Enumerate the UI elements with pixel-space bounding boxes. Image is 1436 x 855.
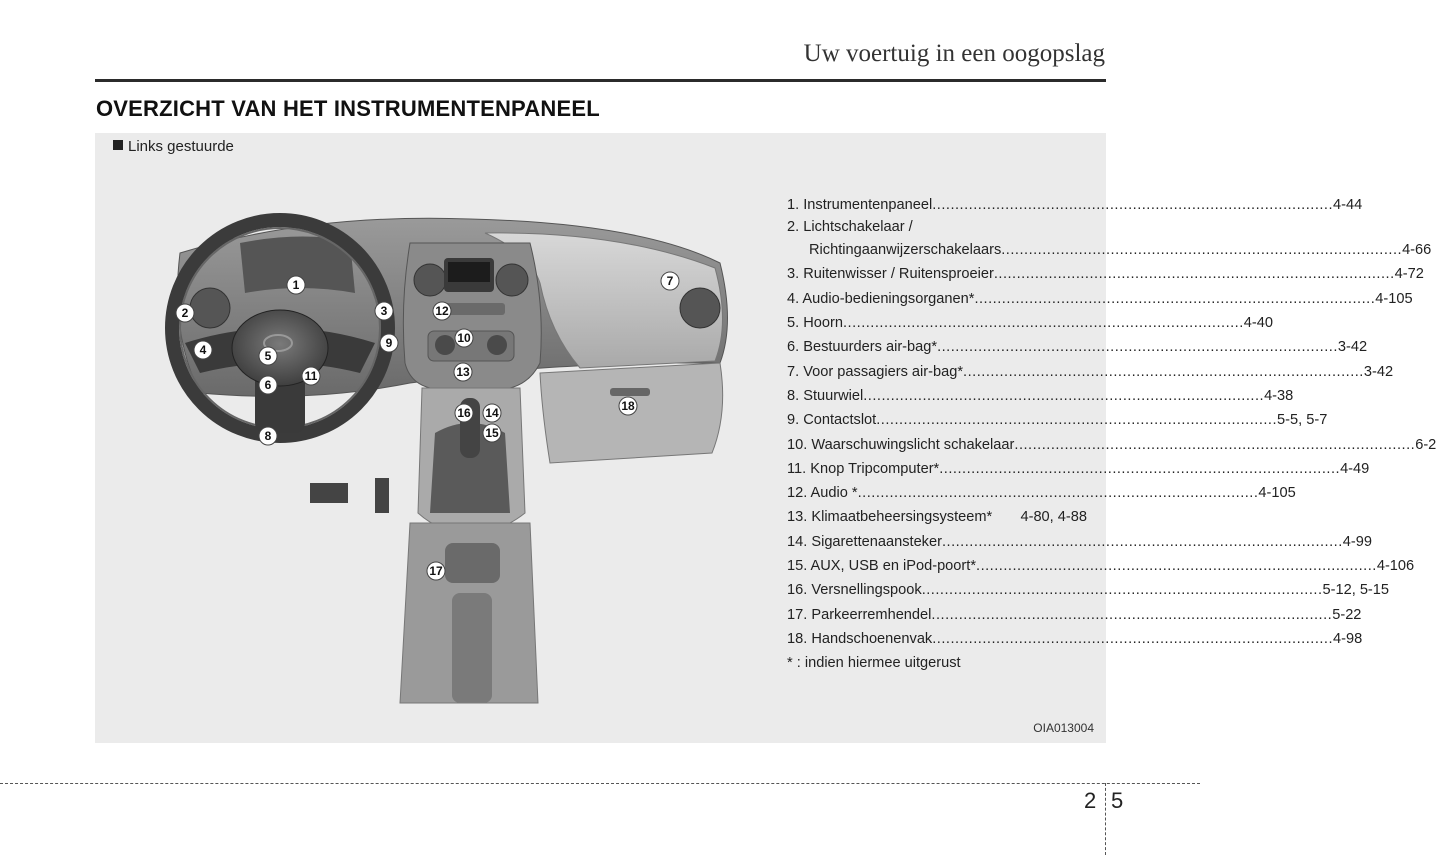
- legend-item: 13. Klimaatbeheersingsysteem* 4-80, 4-88: [787, 509, 1087, 526]
- legend-note: * : indien hiermee uitgerust: [787, 655, 961, 672]
- svg-text:4: 4: [199, 343, 207, 357]
- callout-marker: [302, 367, 320, 385]
- footer-divider: [1105, 783, 1106, 855]
- legend-item: 12. Audio * ........................................................................................ 4-105: [787, 485, 1296, 502]
- legend-list: [787, 193, 1436, 675]
- legend-item: 11. Knop Tripcomputer* ........................................................................................ 4-49: [787, 460, 1370, 477]
- legend-item: 18. Handschoenenvak ........................................................................................ 4-98: [787, 630, 1363, 647]
- legend-item: 10. Waarschuwingslicht schakelaar ........................................................................................ 6-2: [787, 436, 1436, 453]
- callout-marker: [483, 424, 501, 442]
- legend-item: 4. Audio-bedieningsorganen* ........................................................................................ 4-105: [787, 290, 1413, 307]
- svg-text:15: 15: [485, 426, 499, 440]
- legend-item: 15. AUX, USB en iPod-poort* ........................................................................................ 4-106: [787, 558, 1415, 574]
- callout-marker: [455, 404, 473, 422]
- figure-code: OIA013004: [1033, 721, 1094, 735]
- svg-text:18: 18: [621, 399, 635, 413]
- svg-text:17: 17: [429, 564, 443, 578]
- header-rule: [95, 79, 1106, 82]
- svg-text:16: 16: [457, 406, 471, 420]
- callout-marker: [427, 562, 445, 580]
- svg-text:3: 3: [380, 304, 388, 318]
- callout-marker: [287, 276, 305, 294]
- callout-marker: [176, 304, 194, 322]
- callout-marker: [433, 302, 451, 320]
- svg-text:8: 8: [264, 429, 272, 443]
- legend-item: 7. Voor passagiers air-bag* ........................................................................................ 3-42: [787, 363, 1394, 380]
- dashboard-illustration: [160, 213, 770, 703]
- legend-item: 16. Versnellingspook ........................................................................................ 5-12, 5-15: [787, 582, 1390, 599]
- legend-item: 5. Hoorn ........................................................................................ 4-40: [787, 315, 1274, 332]
- svg-text:7: 7: [666, 274, 674, 288]
- svg-text:13: 13: [456, 365, 470, 379]
- svg-text:10: 10: [457, 331, 471, 345]
- page-number: 5: [1111, 788, 1124, 813]
- figure-box: [95, 133, 1436, 743]
- svg-text:6: 6: [264, 378, 272, 392]
- legend-item: 8. Stuurwiel ........................................................................................ 4-38: [787, 387, 1294, 404]
- legend-item: 2. Lichtschakelaar / Richtingaanwijzerschakelaars ........................................................................................ 4-66: [787, 219, 1432, 259]
- section-title: OVERZICHT VAN HET INSTRUMENTENPANEEL: [96, 96, 600, 121]
- legend-item: 1. Instrumentenpaneel ........................................................................................ 4-44: [787, 197, 1363, 214]
- callout-marker: [375, 302, 393, 320]
- callout-marker: [259, 347, 277, 365]
- callout-marker: [619, 397, 637, 415]
- legend-item: 14. Sigarettenaansteker ........................................................................................ 4-99: [787, 533, 1372, 550]
- callout-marker: [259, 376, 277, 394]
- chapter-number: 2: [1084, 788, 1097, 813]
- svg-text:1: 1: [292, 278, 300, 292]
- svg-text:2: 2: [181, 306, 189, 320]
- svg-text:12: 12: [435, 304, 449, 318]
- callout-marker: [483, 404, 501, 422]
- svg-text:14: 14: [485, 406, 499, 420]
- svg-text:11: 11: [304, 369, 318, 383]
- legend-item: 17. Parkeerremhendel ........................................................................................ 5-22: [787, 606, 1362, 623]
- legend-item: 9. Contactslot ........................................................................................ 5-5, 5-7: [787, 412, 1328, 429]
- callout-marker: [454, 363, 472, 381]
- svg-text:9: 9: [385, 336, 393, 350]
- variant-label-text: Links gestuurde: [128, 138, 234, 155]
- svg-text:5: 5: [264, 349, 272, 363]
- footer-rule: [0, 783, 1200, 784]
- callout-marker: [259, 427, 277, 445]
- running-header: Uw voertuig in een oogopslag: [803, 40, 1105, 67]
- callout-marker: [194, 341, 212, 359]
- callout-marker: [661, 272, 679, 290]
- square-bullet-icon: [113, 140, 123, 150]
- variant-label: [113, 138, 234, 155]
- legend-item: 6. Bestuurders air-bag* ........................................................................................ 3-42: [787, 339, 1368, 356]
- callout-marker: [455, 329, 473, 347]
- legend-item: 3. Ruitenwisser / Ruitensproeier ........................................................................................ 4-72: [787, 266, 1424, 283]
- callout-marker: [380, 334, 398, 352]
